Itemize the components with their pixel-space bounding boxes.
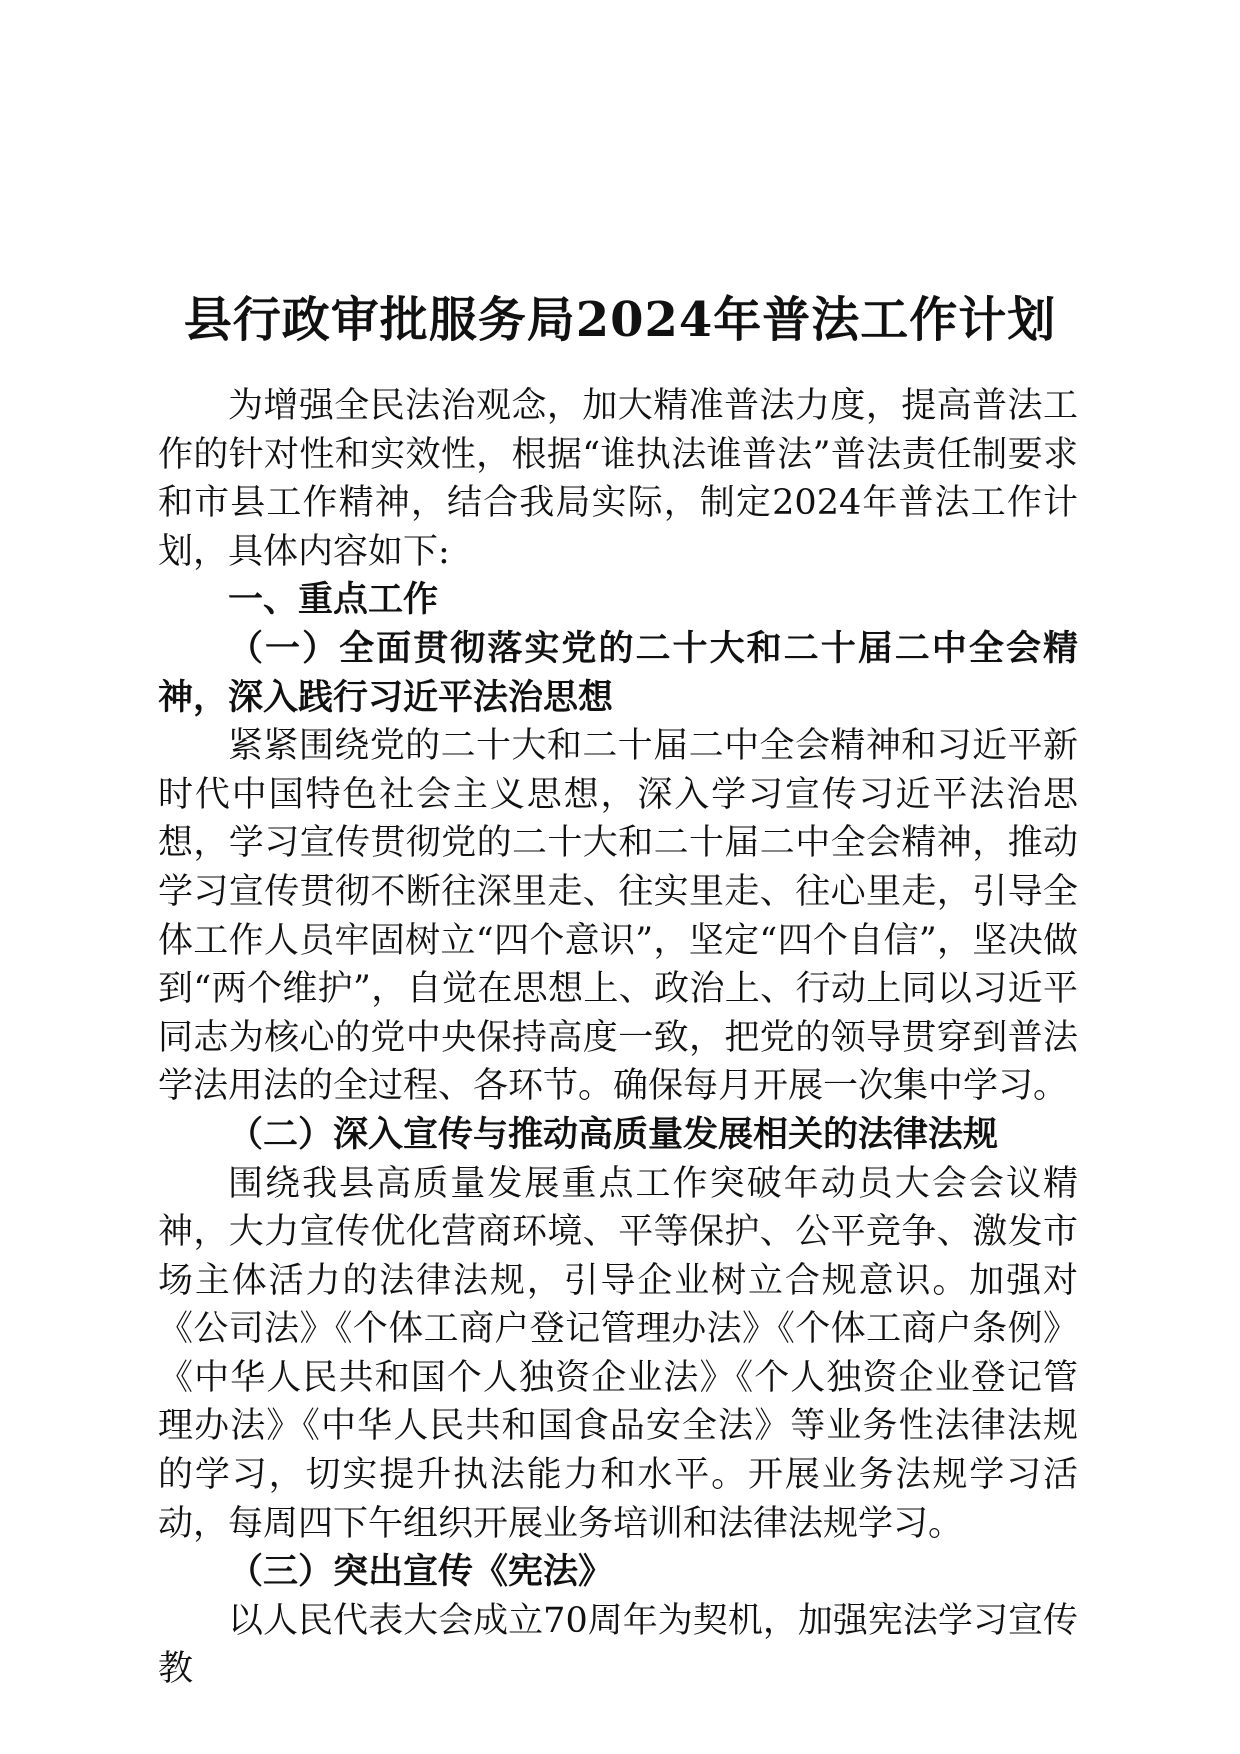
subsection-body-1: 紧紧围绕党的二十大和二十届二中全会精神和习近平新时代中国特色社会主义思想，深入学习宣传习近平法治思想，学习宣传贯彻党的二十大和二十届二中全会精神，推动学习宣传贯彻不断往深里走、往实里走、往心里走，引导全体工作人员牢固树立“四个意识”，坚定“四个自信”，坚决做到“两个维护”，自觉在思想上、政治上、行动上同以习近平同志为核心的党中央保持高度一致，把党的领导贯穿到普法学法用法的全过程、各环节。确保每月开展一次集中学习。 (158, 726, 1078, 1107)
subsection-heading-1: （一）全面贯彻落实党的二十大和二十届二中全会精神，深入践行习近平法治思想 (158, 627, 1078, 718)
subsection-heading-2: （二）深入宣传与推动高质量发展相关的法律法规 (228, 1113, 999, 1155)
intro-paragraph: 为增强全民法治观念，加大精准普法力度，提高普法工作的针对性和实效性，根据“谁执法谁普法”普法责任制要求和市县工作精神，结合我局实际，制定2024年普法工作计划，具体内容如下: (158, 386, 1078, 572)
document-title: 县行政审批服务局2024年普法工作计划 (183, 292, 1057, 349)
subsection-body-3: 以人民代表大会成立70周年为契机，加强宪法学习宣传教 (158, 1600, 1078, 1690)
document-body (158, 382, 1078, 1694)
section-heading-key-work: 一、重点工作 (228, 579, 439, 621)
subsection-heading-3: （三）突出宣传《宪法》 (228, 1551, 614, 1593)
subsection-body-2: 围绕我县高质量发展重点工作突破年动员大会会议精神，大力宣传优化营商环境、平等保护、公平竞争、激发市场主体活力的法律法规，引导企业树立合规意识。加强对《公司法》《个体工商户登记管理办法》《个体工商户条例》《中华人民共和国个人独资企业法》《个人独资企业登记管理办法》《中华人民共和国食品安全法》等业务性法律法规的学习，切实提升执法能力和水平。开展业务法规学习活动，每周四下午组织开展业务培训和法律法规学习。 (158, 1163, 1078, 1544)
